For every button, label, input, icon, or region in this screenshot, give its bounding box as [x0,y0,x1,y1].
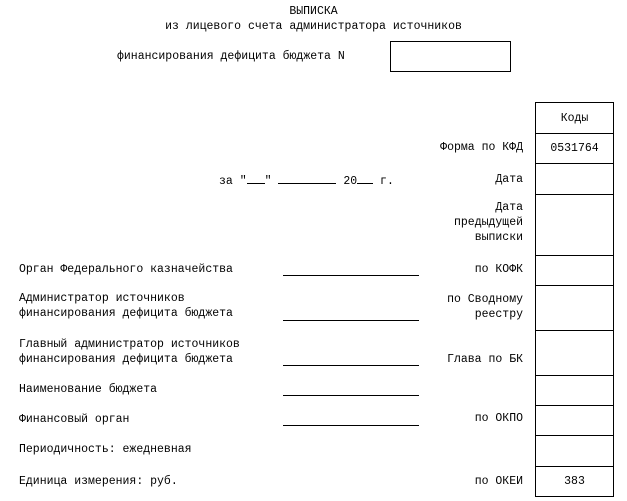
admin-field[interactable] [283,320,419,321]
okpo-label: по ОКПО [474,412,523,425]
glava-bk-label: Глава по БК [447,353,523,366]
statement-number-label: финансирования дефицита бюджета N [117,50,345,63]
glav-admin-field[interactable] [283,365,419,366]
okofk-code-cell[interactable] [536,255,613,285]
date-label: Дата [495,173,523,186]
prev-date-code-cell[interactable] [536,194,613,255]
document-subtitle: из лицевого счета администратора источников [165,20,462,33]
glav-admin-label: Главный администратор источников финансирования дефицита бюджета [19,338,240,366]
okei-code-cell: 383 [536,466,613,496]
okofk-label: по КОФК [474,263,523,276]
statement-number-field[interactable] [390,41,511,72]
form-code-cell: 0531764 [536,133,613,163]
okpo-code-cell[interactable] [536,405,613,435]
codes-column [535,102,614,497]
svod-reestr-code-cell[interactable] [536,285,613,330]
okei-label: по ОКЕИ [474,475,523,488]
codes-header: Коды [560,111,589,125]
budget-name-label: Наименование бюджета [19,383,158,396]
organ-label: Орган Федерального казначейства [19,263,233,276]
year-prefix: 20 [343,175,358,188]
prev-date-label: Дата предыдущей выписки [453,201,523,244]
form-okud-label: Форма по КФД [440,141,523,154]
date-code-cell[interactable] [536,163,613,194]
admin-label: Администратор источников финансирования дефицита бюджета [19,292,233,320]
unit-label: Единица измерения: руб. [19,475,178,488]
day-field[interactable] [247,172,265,184]
periodicity-label: Периодичность: ежедневная [19,443,192,456]
year-suffix: г. [380,175,394,188]
document-title: ВЫПИСКА [289,5,338,18]
organ-field[interactable] [283,275,419,276]
year-field[interactable] [357,172,373,184]
fin-organ-label: Финансовый орган [19,413,130,426]
month-field[interactable] [278,172,336,184]
date-quote: " [264,175,272,188]
budget-name-field[interactable] [283,395,419,396]
date-prefix: за " [219,175,247,188]
date-line [219,172,394,189]
fin-organ-field[interactable] [283,425,419,426]
svod-reestr-label: по Сводному реестру [447,293,523,321]
glava-bk-code-cell[interactable] [536,330,613,375]
budget-code-cell[interactable] [536,375,613,405]
periodicity-code-cell[interactable] [536,435,613,466]
